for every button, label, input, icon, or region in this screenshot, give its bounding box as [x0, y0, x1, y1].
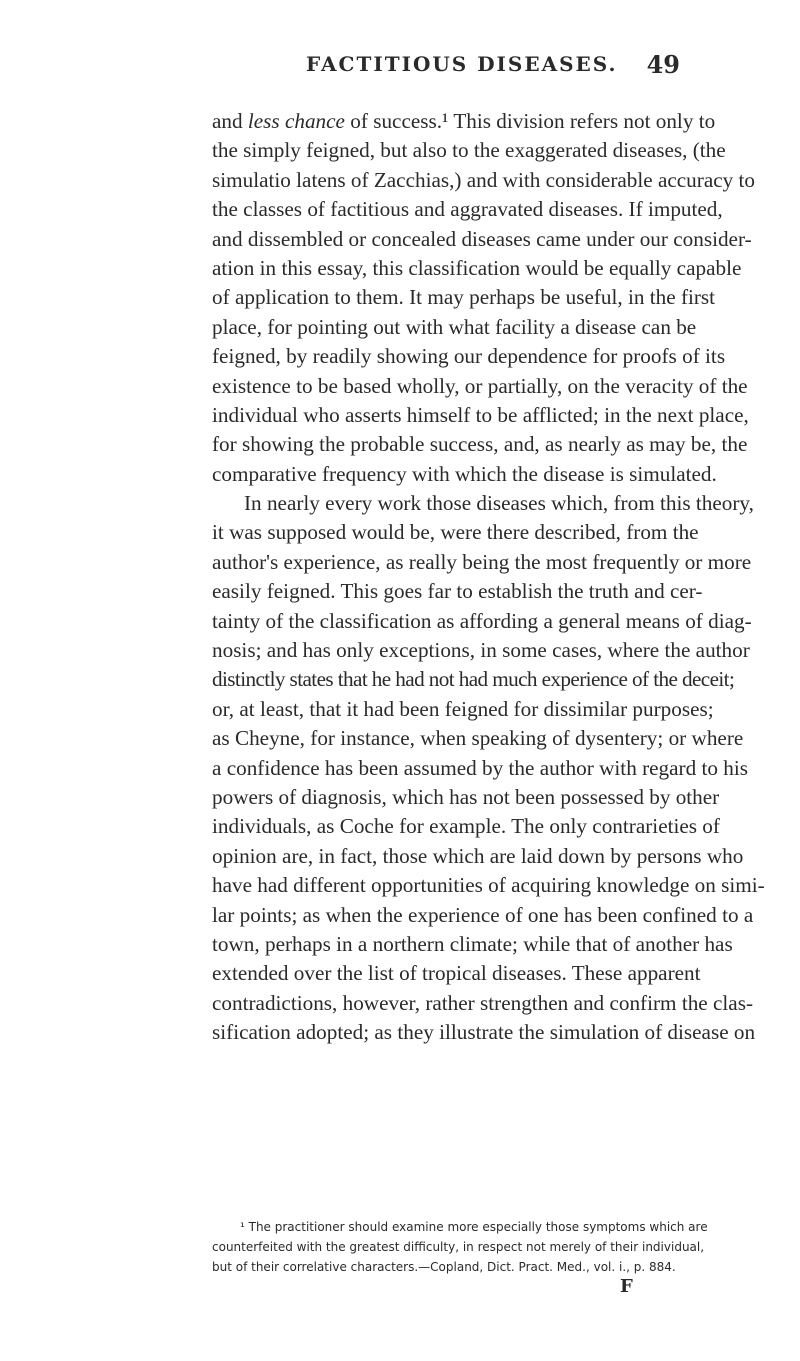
body-line: existence to be based wholly, or partially, on the veracity of the [212, 373, 748, 398]
body-line: have had different opportunities of acquiring knowledge on simi- [212, 873, 765, 898]
body-line: place, for pointing out with what facility a disease can be [212, 314, 697, 339]
body-line: lar points; as when the experience of one has been confined to a [212, 902, 754, 927]
body-line: sification adopted; as they illustrate the simulation of disease on [212, 1020, 756, 1045]
body-line: of application to them. It may perhaps be useful, in the first [212, 285, 716, 310]
body-line: and dissembled or concealed diseases came under our consider- [212, 226, 752, 251]
page-number: 49 [646, 50, 680, 79]
body-line: the classes of factitious and aggravated diseases. If imputed, [212, 197, 723, 222]
body-line: contradictions, however, rather strengthen and confirm the clas- [212, 990, 753, 1015]
body-line: opinion are, in fact, those which are laid down by persons who [212, 843, 744, 868]
body-line: individuals, as Coche for example. The only contrarieties of [212, 814, 720, 839]
body-line: nosis; and has only exceptions, in some cases, where the author [212, 638, 750, 663]
footnote-line: ¹ The practitioner should examine more especially those symptoms which are [240, 1220, 708, 1234]
signature-mark: F [620, 1276, 633, 1297]
body-line: for showing the probable success, and, as nearly as may be, the [212, 432, 748, 457]
body-line: town, perhaps in a northern climate; while that of another has [212, 931, 733, 956]
body-text [212, 107, 765, 1048]
body-line: ation in this essay, this classification would be equally capable [212, 255, 742, 280]
footnote-line: but of their correlative characters.—Copland, Dict. Pract. Med., vol. i., p. 884. [212, 1260, 676, 1274]
body-line: individual who asserts himself to be afflicted; in the next place, [212, 402, 749, 427]
body-line: the simply feigned, but also to the exaggerated diseases, (the [212, 138, 726, 163]
body-line: extended over the list of tropical diseases. These apparent [212, 961, 701, 986]
page-header [210, 52, 680, 82]
body-line: powers of diagnosis, which has not been possessed by other [212, 784, 720, 809]
body-line: and less chance of success.¹ This division refers not only to [212, 109, 716, 133]
body-line: author's experience, as really being the most frequently or more [212, 549, 752, 574]
emphasis-text: less chance [247, 109, 345, 133]
body-line: it was supposed would be, were there described, from the [212, 520, 699, 545]
body-line-paragraph-start: In nearly every work those diseases which, from this theory, [244, 491, 754, 516]
body-line: a confidence has been assumed by the author with regard to his [212, 755, 748, 780]
body-line: or, at least, that it had been feigned for dissimilar purposes; [212, 696, 714, 721]
running-head: FACTITIOUS DISEASES. [306, 52, 618, 76]
footnote-line: counterfeited with the greatest difficulty, in respect not merely of their individual, [212, 1240, 705, 1254]
body-line: comparative frequency with which the disease is simulated. [212, 461, 717, 486]
body-line: simulatio latens of Zacchias,) and with considerable accuracy to [212, 167, 756, 192]
body-line: distinctly states that he had not had much experience of the deceit; [212, 667, 735, 692]
body-line: tainty of the classification as affording a general means of diag- [212, 608, 752, 633]
body-line: as Cheyne, for instance, when speaking of dysentery; or where [212, 726, 744, 751]
footnote [212, 1217, 708, 1277]
body-line: feigned, by readily showing our dependence for proofs of its [212, 344, 726, 369]
body-line: easily feigned. This goes far to establish the truth and cer- [212, 579, 703, 604]
